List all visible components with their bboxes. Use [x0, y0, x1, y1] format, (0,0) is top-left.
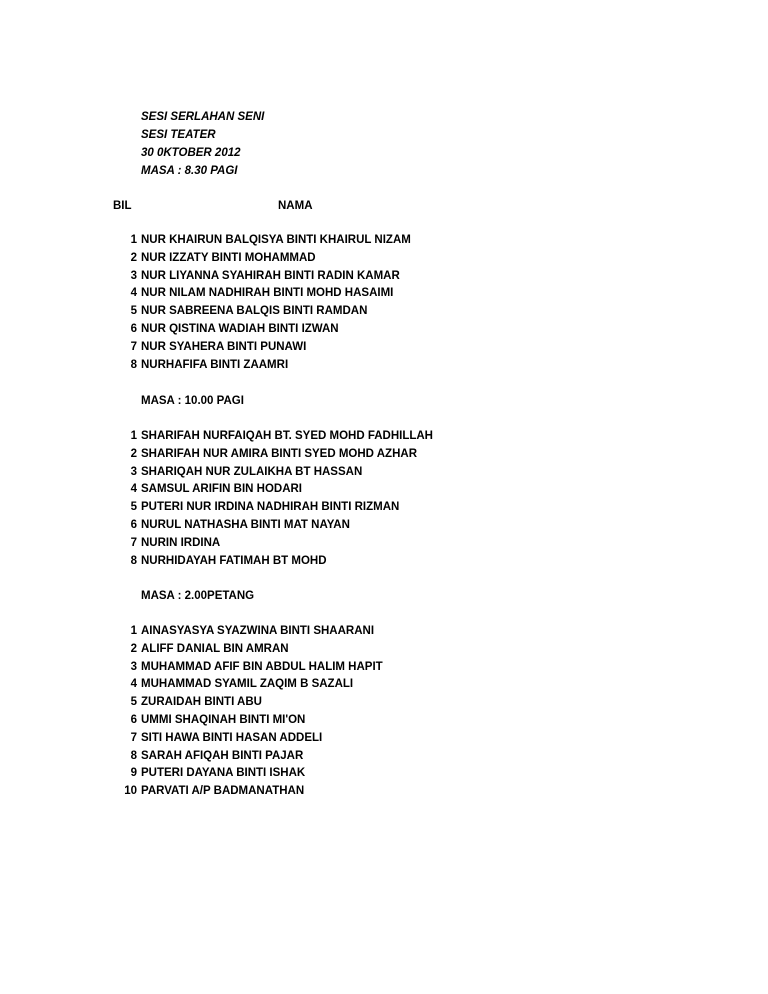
session-time-label: MASA : 2.00PETANG	[141, 590, 255, 602]
row-number: 5	[130, 305, 137, 318]
list-item	[0, 499, 768, 517]
row-number: 9	[130, 767, 137, 780]
row-number: 7	[130, 536, 137, 549]
row-number: 2	[130, 642, 137, 655]
row-number: 1	[130, 430, 137, 442]
list-item	[0, 694, 768, 712]
list-item	[0, 250, 768, 268]
student-name: SITI HAWA BINTI HASAN ADDELI	[141, 731, 323, 744]
student-name: NUR SABREENA BALQIS BINTI RAMDAN	[141, 305, 368, 318]
bil-column-header: BIL	[113, 200, 132, 212]
student-name: ALIFF DANIAL BIN AMRAN	[141, 642, 289, 655]
list-item	[0, 357, 768, 375]
row-number: 10	[124, 785, 137, 798]
student-name: MUHAMMAD SYAMIL ZAQIM B SAZALI	[141, 678, 354, 691]
row-number: 2	[130, 251, 137, 264]
list-item	[0, 712, 768, 730]
header-title: SESI SERLAHAN SENI	[141, 111, 265, 123]
list-item	[0, 303, 768, 321]
list-item	[0, 641, 768, 659]
header-time: MASA : 8.30 PAGI	[141, 165, 238, 177]
list-item	[0, 481, 768, 499]
student-name: NURIN IRDINA	[141, 536, 221, 549]
student-name: SAMSUL ARIFIN BIN HODARI	[141, 483, 302, 496]
row-number: 3	[130, 465, 137, 478]
list-item	[0, 730, 768, 748]
student-name: NURHIDAYAH FATIMAH BT MOHD	[141, 554, 327, 567]
list-item	[0, 748, 768, 766]
nama-column-header: NAMA	[278, 200, 313, 212]
student-name: NUR SYAHERA BINTI PUNAWI	[141, 340, 307, 353]
list-item	[0, 321, 768, 339]
row-number: 1	[130, 625, 137, 637]
student-name: SHARIFAH NUR AMIRA BINTI SYED MOHD AZHAR	[141, 447, 417, 460]
row-number: 4	[130, 483, 137, 496]
student-name: SARAH AFIQAH BINTI PAJAR	[141, 749, 304, 762]
list-item	[0, 676, 768, 694]
student-name: PUTERI NUR IRDINA NADHIRAH BINTI RIZMAN	[141, 501, 400, 514]
student-name: ZURAIDAH BINTI ABU	[141, 696, 262, 709]
session-list-1	[0, 232, 768, 374]
student-name: MUHAMMAD AFIF BIN ABDUL HALIM HAPIT	[141, 660, 383, 673]
header-date: 30 0KTOBER 2012	[141, 147, 241, 159]
student-name: NUR NILAM NADHIRAH BINTI MOHD HASAIMI	[141, 287, 394, 300]
row-number: 8	[130, 554, 137, 567]
list-item	[0, 783, 768, 801]
list-item	[0, 517, 768, 535]
row-number: 8	[130, 358, 137, 371]
list-item	[0, 623, 768, 641]
row-number: 6	[130, 713, 137, 726]
list-item	[0, 765, 768, 783]
list-item	[0, 232, 768, 250]
list-item	[0, 659, 768, 677]
row-number: 3	[130, 660, 137, 673]
student-name: NUR QISTINA WADIAH BINTI IZWAN	[141, 322, 339, 335]
row-number: 1	[130, 234, 137, 246]
row-number: 5	[130, 696, 137, 709]
student-name: AINASYASYA SYAZWINA BINTI SHAARANI	[141, 625, 375, 637]
row-number: 6	[130, 322, 137, 335]
student-name: NUR LIYANNA SYAHIRAH BINTI RADIN KAMAR	[141, 269, 400, 282]
row-number: 7	[130, 731, 137, 744]
student-name: SHARIFAH NURFAIQAH BT. SYED MOHD FADHILLAH	[141, 430, 433, 442]
student-name: UMMI SHAQINAH BINTI MI'ON	[141, 713, 306, 726]
list-item	[0, 446, 768, 464]
list-item	[0, 464, 768, 482]
session-header	[141, 108, 264, 180]
row-number: 8	[130, 749, 137, 762]
list-item	[0, 268, 768, 286]
row-number: 6	[130, 518, 137, 531]
list-item	[0, 285, 768, 303]
session-time-label: MASA : 10.00 PAGI	[141, 395, 244, 407]
row-number: 4	[130, 678, 137, 691]
student-name: PARVATI A/P BADMANATHAN	[141, 785, 305, 798]
session-list-3	[0, 623, 768, 801]
row-number: 7	[130, 340, 137, 353]
student-name: NURUL NATHASHA BINTI MAT NAYAN	[141, 518, 350, 531]
student-name: SHARIQAH NUR ZULAIKHA BT HASSAN	[141, 465, 363, 478]
row-number: 4	[130, 287, 137, 300]
student-name: NUR KHAIRUN BALQISYA BINTI KHAIRUL NIZAM	[141, 234, 411, 246]
list-item	[0, 428, 768, 446]
row-number: 5	[130, 501, 137, 514]
row-number: 2	[130, 447, 137, 460]
list-item	[0, 339, 768, 357]
header-subtitle: SESI TEATER	[141, 129, 216, 141]
session-list-2	[0, 428, 768, 570]
list-item	[0, 553, 768, 571]
student-name: NURHAFIFA BINTI ZAAMRI	[141, 358, 289, 371]
student-name: PUTERI DAYANA BINTI ISHAK	[141, 767, 306, 780]
student-name: NUR IZZATY BINTI MOHAMMAD	[141, 251, 316, 264]
row-number: 3	[130, 269, 137, 282]
list-item	[0, 535, 768, 553]
